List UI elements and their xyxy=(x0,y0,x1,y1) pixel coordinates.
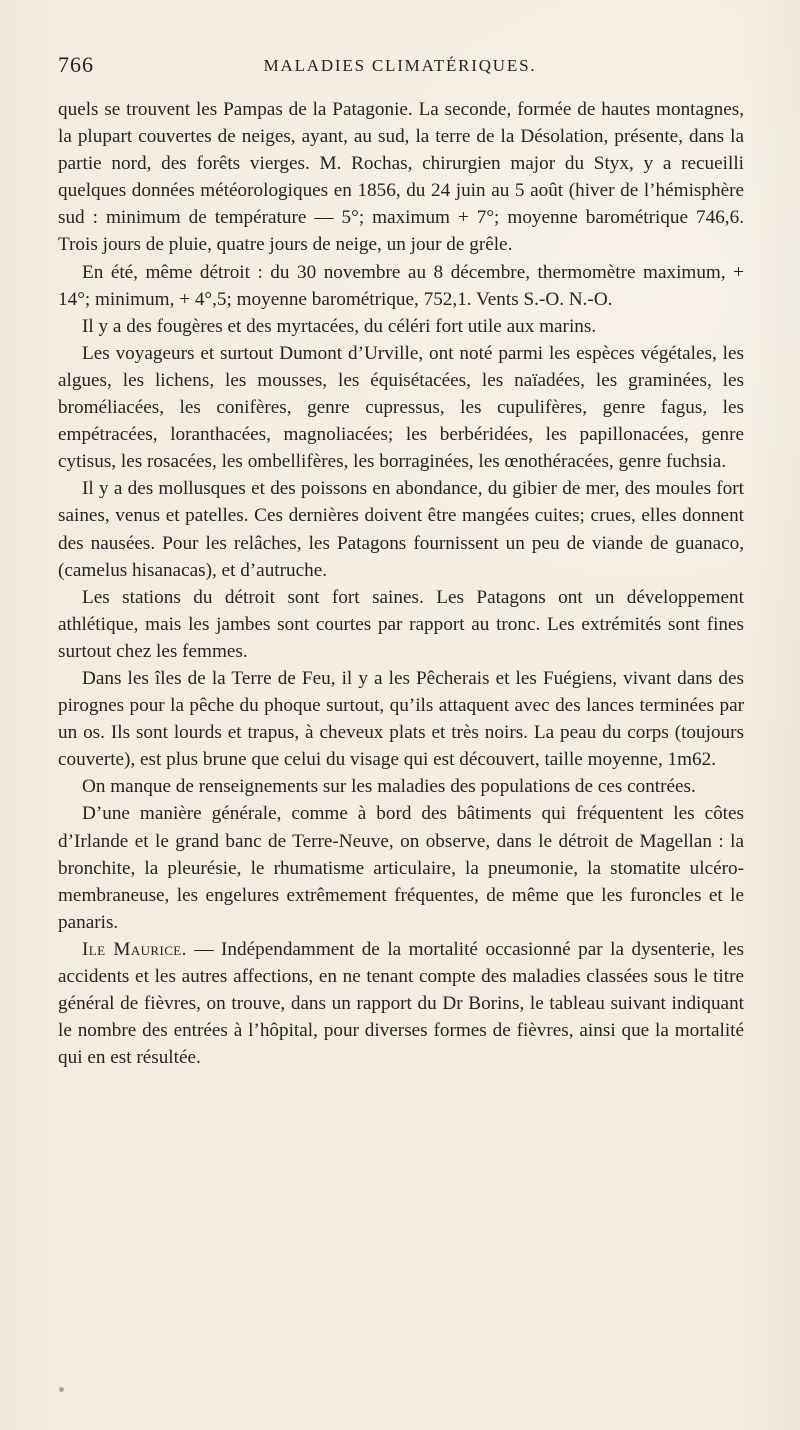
paragraph: Les voyageurs et surtout Dumont d’Urville, ont noté parmi les espèces végétales, les algues, les lichens, les mousses, les équisétacées, les naïadées, les graminées, les broméliacées, les conifères, genre cupressus, les cupulifères, genre fagus, les empétracées, loranthacées, magnoliacées; les berbéridées, les papillonacées, genre cytisus, les rosacées, les ombellifères, les borraginées, les œnothéracées, genre fuchsia. xyxy=(58,342,744,473)
paragraph: Les stations du détroit sont fort saines. Les Patagons ont un développement athlétique, mais les jambes sont courtes par rapport au tronc. Les extrémités sont fines surtout chez les femmes. xyxy=(58,586,744,662)
paragraph: quels se trouvent les Pampas de la Patagonie. La seconde, formée de hautes montagnes, la plupart couvertes de neiges, ayant, au sud, la terre de la Désolation, présente, dans la partie nord, des forêts vierges. M. Rochas, chirurgien major du Styx, y a recueilli quelques données météorologiques en 1856, du 24 juin au 5 août (hiver de l’hémisphère sud : minimum de température — 5°; maximum + 7°; moyenne barométrique 746,6. Trois jours de pluie, quatre jours de neige, un jour de grêle. xyxy=(58,99,744,256)
paragraph: Il y a des fougères et des myrtacées, du céléri fort utile aux marins. xyxy=(82,315,597,337)
printing-mark xyxy=(59,1387,64,1392)
paragraph: En été, même détroit : du 30 novembre au 8 décembre, thermomètre maximum, + 14°; minimum, + 4°,5; moyenne barométrique, 752,1. Vents S.-O. N.-O. xyxy=(58,261,744,310)
paragraph: On manque de renseignements sur les maladies des populations de ces contrées. xyxy=(82,776,696,798)
page-number: 766 xyxy=(58,52,94,77)
paragraph-ile-maurice-text: — Indépendamment de la mortalité occasionné par la dysenterie, les accidents et les autres affections, en ne tenant compte des maladies classées sous le titre général de fièvres, on trouve, dans un rapport du Dr Borins, le tableau suivant indiquant le nombre des entrées à l’hôpital, pour diverses formes de fièvres, ainsi que la mortalité qui en est résultée. xyxy=(58,938,744,1069)
running-head: MALADIES CLIMATÉRIQUES. xyxy=(263,56,537,75)
paragraph: Il y a des mollusques et des poissons en abondance, du gibier de mer, des moules fort saines, venus et patelles. Ces dernières doivent être mangées cuites; crues, elles donnent des nausées. Pour les relâches, les Patagons fournissent un peu de viande de guanaco, (camelus hisanacas), et d’autruche. xyxy=(58,478,744,581)
section-heading-ile-maurice: Ile Maurice. xyxy=(82,938,187,960)
paragraph: Dans les îles de la Terre de Feu, il y a les Pêcherais et les Fuégiens, vivant dans des pirognes pour la pêche du phoque surtout, qu’ils attaquent avec des lances terminées par un os. Ils sont lourds et trapus, à cheveux plats et très noirs. La peau du corps (toujours couverte), est plus brune que celui du visage qui est découvert, taille moyenne, 1m62. xyxy=(58,667,744,771)
paragraph: D’une manière générale, comme à bord des bâtiments qui fréquentent les côtes d’Irlande et le grand banc de Terre-Neuve, on observe, dans le détroit de Magellan : la bronchite, la pleurésie, le rhumatisme articulaire, la pneumonie, la stomatite ulcéro-membraneuse, les engelures extrêmement fréquentes, de même que les furoncles et le panaris. xyxy=(58,803,744,933)
page-header xyxy=(58,52,742,82)
paragraph-ile-maurice xyxy=(58,936,744,1071)
body-text xyxy=(58,96,744,1071)
